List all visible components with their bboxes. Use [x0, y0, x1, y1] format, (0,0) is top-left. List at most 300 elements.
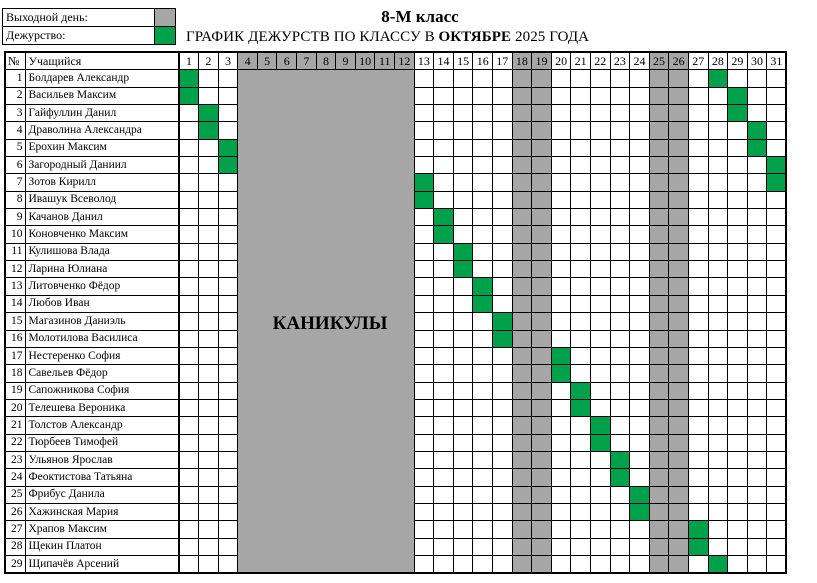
day-cell	[179, 503, 199, 520]
day-cell	[414, 278, 434, 295]
weekend-cell	[669, 330, 689, 347]
student-name: Щекин Платон	[25, 538, 179, 555]
holiday-cell	[238, 382, 258, 399]
holiday-cell	[316, 209, 336, 226]
day-cell	[767, 555, 787, 573]
holiday-cell	[336, 469, 356, 486]
day-cell	[453, 157, 473, 174]
duty-cell	[728, 105, 748, 122]
day-cell	[747, 157, 767, 174]
student-number: 12	[5, 261, 25, 278]
student-number: 27	[5, 521, 25, 538]
holiday-cell	[395, 399, 415, 416]
holiday-cell	[336, 70, 356, 87]
duty-cell	[590, 434, 610, 451]
weekend-cell	[532, 122, 552, 139]
day-cell	[571, 157, 591, 174]
holiday-cell	[375, 434, 395, 451]
day-cell	[414, 434, 434, 451]
holiday-cell	[257, 278, 277, 295]
class-title: 8-М класс	[381, 7, 459, 26]
day-cell	[708, 243, 728, 260]
day-cell	[493, 503, 513, 520]
holiday-cell	[257, 313, 277, 330]
day-cell	[708, 261, 728, 278]
weekend-cell	[512, 486, 532, 503]
day-cell	[610, 70, 630, 87]
weekend-cell	[512, 261, 532, 278]
day-cell	[630, 209, 650, 226]
header-day: 2	[199, 52, 219, 70]
holiday-cell	[277, 105, 297, 122]
holiday-cell	[297, 295, 317, 312]
weekend-cell	[532, 313, 552, 330]
student-name: Литовченко Фёдор	[25, 278, 179, 295]
weekend-cell	[649, 555, 669, 573]
day-cell	[571, 261, 591, 278]
holiday-cell	[238, 399, 258, 416]
student-number: 2	[5, 87, 25, 104]
weekend-cell	[669, 313, 689, 330]
holiday-cell	[375, 70, 395, 87]
header-day: 31	[767, 52, 787, 70]
day-cell	[747, 87, 767, 104]
weekend-cell	[649, 174, 669, 191]
holiday-cell	[355, 191, 375, 208]
day-cell	[179, 382, 199, 399]
day-cell	[434, 70, 454, 87]
day-cell	[493, 243, 513, 260]
holiday-cell	[336, 313, 356, 330]
day-cell	[708, 139, 728, 156]
day-cell	[728, 469, 748, 486]
holiday-cell	[355, 399, 375, 416]
holiday-cell	[297, 347, 317, 364]
day-cell	[610, 295, 630, 312]
day-cell	[218, 226, 238, 243]
duty-cell	[473, 295, 493, 312]
weekend-cell	[532, 174, 552, 191]
day-cell	[728, 261, 748, 278]
day-cell	[767, 139, 787, 156]
student-row	[5, 313, 786, 330]
student-name: Телешева Вероника	[25, 399, 179, 416]
weekend-cell	[669, 139, 689, 156]
holiday-cell	[336, 434, 356, 451]
day-cell	[218, 382, 238, 399]
day-cell	[179, 105, 199, 122]
day-cell	[767, 278, 787, 295]
holiday-cell	[395, 139, 415, 156]
holiday-cell	[238, 555, 258, 573]
day-cell	[414, 261, 434, 278]
student-row	[5, 209, 786, 226]
holiday-cell	[257, 538, 277, 555]
day-cell	[551, 538, 571, 555]
schedule-title-month: ОКТЯБРЕ	[438, 29, 512, 45]
day-cell	[218, 261, 238, 278]
day-cell	[218, 347, 238, 364]
weekend-cell	[669, 417, 689, 434]
header-day: 25	[649, 52, 669, 70]
holiday-cell	[355, 434, 375, 451]
day-cell	[473, 105, 493, 122]
day-cell	[414, 347, 434, 364]
day-cell	[747, 226, 767, 243]
holiday-cell	[277, 243, 297, 260]
day-cell	[434, 330, 454, 347]
holiday-cell	[336, 555, 356, 573]
holiday-cell	[257, 417, 277, 434]
day-cell	[571, 139, 591, 156]
day-cell	[493, 469, 513, 486]
day-cell	[630, 261, 650, 278]
holiday-cell	[355, 486, 375, 503]
day-cell	[218, 209, 238, 226]
day-cell	[747, 469, 767, 486]
day-cell	[551, 105, 571, 122]
day-cell	[551, 243, 571, 260]
day-cell	[218, 399, 238, 416]
weekend-cell	[649, 139, 669, 156]
day-cell	[179, 399, 199, 416]
holiday-cell	[257, 555, 277, 573]
holiday-cell	[257, 486, 277, 503]
student-number: 19	[5, 382, 25, 399]
holiday-cell	[395, 105, 415, 122]
holiday-cell	[297, 503, 317, 520]
day-cell	[434, 399, 454, 416]
day-cell	[767, 503, 787, 520]
day-cell	[414, 330, 434, 347]
day-cell	[728, 70, 748, 87]
day-cell	[728, 486, 748, 503]
weekend-cell	[669, 70, 689, 87]
student-number: 10	[5, 226, 25, 243]
holiday-cell	[336, 243, 356, 260]
holiday-cell	[395, 434, 415, 451]
holiday-cell	[316, 538, 336, 555]
holiday-cell	[316, 486, 336, 503]
holiday-cell	[336, 209, 356, 226]
day-cell	[551, 434, 571, 451]
weekend-cell	[532, 70, 552, 87]
day-cell	[590, 278, 610, 295]
student-name: Любов Иван	[25, 295, 179, 312]
day-cell	[590, 87, 610, 104]
day-cell	[414, 209, 434, 226]
holiday-cell	[395, 243, 415, 260]
student-row	[5, 382, 786, 399]
day-cell	[199, 209, 219, 226]
day-cell	[493, 417, 513, 434]
duty-cell	[218, 139, 238, 156]
holiday-cell	[238, 503, 258, 520]
day-cell	[610, 538, 630, 555]
day-cell	[610, 157, 630, 174]
duty-cell	[590, 417, 610, 434]
duty-cell	[453, 261, 473, 278]
holiday-cell	[375, 486, 395, 503]
day-cell	[493, 105, 513, 122]
holiday-cell	[355, 261, 375, 278]
duty-cell	[708, 70, 728, 87]
weekend-cell	[649, 521, 669, 538]
header-day: 13	[414, 52, 434, 70]
weekend-cell	[649, 209, 669, 226]
weekend-cell	[649, 538, 669, 555]
day-cell	[767, 538, 787, 555]
day-cell	[708, 157, 728, 174]
holiday-cell	[277, 521, 297, 538]
day-cell	[630, 243, 650, 260]
holiday-cell	[355, 295, 375, 312]
holiday-cell	[395, 70, 415, 87]
day-cell	[767, 365, 787, 382]
day-cell	[610, 399, 630, 416]
day-cell	[571, 521, 591, 538]
day-cell	[747, 555, 767, 573]
day-cell	[218, 330, 238, 347]
holiday-cell	[395, 87, 415, 104]
day-cell	[590, 538, 610, 555]
day-cell	[414, 295, 434, 312]
day-cell	[610, 139, 630, 156]
day-cell	[571, 191, 591, 208]
holiday-cell	[375, 538, 395, 555]
student-row	[5, 105, 786, 122]
day-cell	[708, 295, 728, 312]
weekend-cell	[532, 521, 552, 538]
day-cell	[590, 365, 610, 382]
weekend-cell	[512, 87, 532, 104]
day-cell	[414, 365, 434, 382]
day-cell	[551, 174, 571, 191]
holiday-cell	[297, 209, 317, 226]
day-cell	[453, 191, 473, 208]
day-cell	[688, 70, 708, 87]
day-cell	[453, 365, 473, 382]
day-cell	[688, 347, 708, 364]
holiday-cell	[238, 139, 258, 156]
weekend-cell	[512, 347, 532, 364]
day-cell	[551, 209, 571, 226]
holiday-cell	[316, 417, 336, 434]
day-cell	[434, 538, 454, 555]
holiday-cell	[336, 87, 356, 104]
student-name: Ерохин Максим	[25, 139, 179, 156]
day-cell	[473, 365, 493, 382]
holiday-cell	[316, 555, 336, 573]
day-cell	[551, 486, 571, 503]
weekend-cell	[532, 503, 552, 520]
holiday-cell	[395, 157, 415, 174]
holiday-cell	[297, 191, 317, 208]
weekend-cell	[649, 347, 669, 364]
day-cell	[551, 139, 571, 156]
holiday-cell	[297, 538, 317, 555]
day-cell	[728, 399, 748, 416]
holiday-cell	[375, 451, 395, 468]
holiday-cell	[297, 139, 317, 156]
holiday-cell	[277, 278, 297, 295]
holiday-cell	[395, 451, 415, 468]
header-day: 15	[453, 52, 473, 70]
weekend-cell	[512, 191, 532, 208]
weekend-cell	[512, 174, 532, 191]
holiday-cell	[238, 261, 258, 278]
holiday-cell	[277, 330, 297, 347]
day-cell	[473, 417, 493, 434]
day-cell	[493, 226, 513, 243]
student-number: 15	[5, 313, 25, 330]
day-cell	[630, 555, 650, 573]
day-cell	[473, 503, 493, 520]
holiday-cell	[277, 261, 297, 278]
weekend-cell	[532, 191, 552, 208]
day-cell	[571, 226, 591, 243]
holiday-cell	[395, 347, 415, 364]
holiday-cell	[316, 174, 336, 191]
day-cell	[708, 434, 728, 451]
header-day: 14	[434, 52, 454, 70]
student-number: 28	[5, 538, 25, 555]
holiday-cell	[257, 295, 277, 312]
day-cell	[493, 365, 513, 382]
day-cell	[590, 330, 610, 347]
day-cell	[199, 261, 219, 278]
holiday-cell	[297, 157, 317, 174]
weekend-cell	[649, 382, 669, 399]
holiday-cell	[395, 226, 415, 243]
holiday-cell	[316, 365, 336, 382]
holiday-cell	[257, 434, 277, 451]
day-cell	[493, 347, 513, 364]
day-cell	[767, 521, 787, 538]
student-name: Фрибус Данила	[25, 486, 179, 503]
day-cell	[199, 226, 219, 243]
day-cell	[610, 555, 630, 573]
day-cell	[218, 278, 238, 295]
holiday-cell	[277, 503, 297, 520]
header-row	[5, 52, 786, 70]
header-day: 12	[395, 52, 415, 70]
holiday-cell	[336, 191, 356, 208]
holiday-cell	[257, 330, 277, 347]
day-cell	[453, 399, 473, 416]
day-cell	[414, 503, 434, 520]
student-number: 18	[5, 365, 25, 382]
day-cell	[571, 278, 591, 295]
holiday-cell	[277, 399, 297, 416]
weekend-cell	[532, 278, 552, 295]
holiday-cell	[375, 399, 395, 416]
schedule-title	[186, 29, 589, 46]
day-cell	[493, 122, 513, 139]
day-cell	[434, 139, 454, 156]
holiday-cell	[336, 295, 356, 312]
duty-cell	[708, 555, 728, 573]
student-name: Драволина Александра	[25, 122, 179, 139]
day-cell	[747, 451, 767, 468]
day-cell	[571, 538, 591, 555]
day-cell	[571, 486, 591, 503]
holiday-cell	[355, 70, 375, 87]
student-number: 9	[5, 209, 25, 226]
holiday-cell	[336, 399, 356, 416]
day-cell	[688, 122, 708, 139]
day-cell	[453, 139, 473, 156]
day-cell	[747, 174, 767, 191]
weekend-cell	[669, 278, 689, 295]
day-cell	[767, 313, 787, 330]
day-cell	[434, 521, 454, 538]
student-name: Болдарев Александр	[25, 70, 179, 87]
weekend-cell	[669, 87, 689, 104]
day-cell	[551, 417, 571, 434]
day-cell	[728, 157, 748, 174]
weekend-cell	[532, 226, 552, 243]
holiday-cell	[395, 278, 415, 295]
day-cell	[414, 243, 434, 260]
weekend-cell	[669, 486, 689, 503]
day-cell	[493, 261, 513, 278]
header-day: 29	[728, 52, 748, 70]
holiday-cell	[355, 226, 375, 243]
day-cell	[199, 382, 219, 399]
day-cell	[767, 295, 787, 312]
day-cell	[414, 70, 434, 87]
day-cell	[218, 191, 238, 208]
day-cell	[590, 313, 610, 330]
student-number: 6	[5, 157, 25, 174]
student-name: Феоктистова Татьяна	[25, 469, 179, 486]
day-cell	[571, 70, 591, 87]
day-cell	[414, 451, 434, 468]
weekend-cell	[512, 226, 532, 243]
day-cell	[630, 87, 650, 104]
day-cell	[610, 261, 630, 278]
day-cell	[473, 399, 493, 416]
holiday-cell	[277, 87, 297, 104]
holiday-cell	[316, 399, 336, 416]
day-cell	[179, 469, 199, 486]
holiday-cell	[316, 87, 336, 104]
day-cell	[551, 122, 571, 139]
duty-cell	[688, 538, 708, 555]
day-cell	[473, 434, 493, 451]
student-name: Зотов Кирилл	[25, 174, 179, 191]
holiday-cell	[257, 87, 277, 104]
day-cell	[747, 261, 767, 278]
day-cell	[493, 157, 513, 174]
day-cell	[630, 538, 650, 555]
holiday-cell	[395, 503, 415, 520]
holiday-cell	[316, 503, 336, 520]
day-cell	[179, 313, 199, 330]
holiday-cell	[355, 555, 375, 573]
day-cell	[688, 174, 708, 191]
weekend-cell	[532, 434, 552, 451]
student-row	[5, 538, 786, 555]
weekend-cell	[669, 122, 689, 139]
student-name: Ульянов Ярослав	[25, 451, 179, 468]
holiday-cell	[316, 261, 336, 278]
day-cell	[453, 538, 473, 555]
day-cell	[493, 174, 513, 191]
duty-cell	[414, 174, 434, 191]
day-cell	[708, 191, 728, 208]
